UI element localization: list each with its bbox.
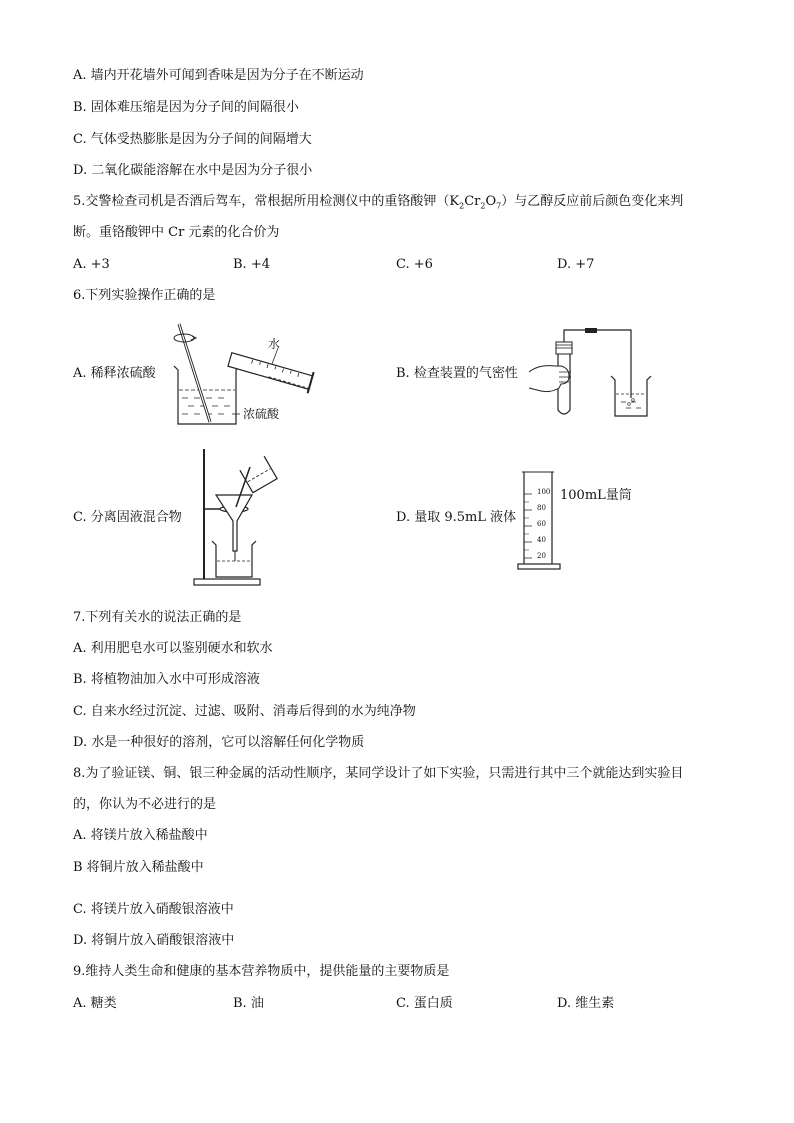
q5-mid1: Cr (464, 194, 481, 209)
q9-option-c: C. 蛋白质 (396, 996, 453, 1011)
tick-60: 60 (537, 520, 546, 528)
q4-option-c: C. 气体受热膨胀是因为分子间的间隔增大 (73, 132, 312, 147)
q8-option-c: C. 将镁片放入硝酸银溶液中 (73, 902, 234, 917)
q5-stem-line2: 断。重铬酸钾中 Cr 元素的化合价为 (73, 225, 280, 240)
q7-option-c: C. 自来水经过沉淀、过滤、吸附、消毒后得到的水为纯净物 (73, 704, 416, 719)
q5-stem-text: 5.交警检查司机是否酒后驾车，常根据所用检测仪中的重铬酸钾（K (73, 194, 460, 209)
q8-stem-line1: 8.为了验证镁、铜、银三种金属的活动性顺序，某同学设计了如下实验，只需进行其中三个就能达到实验目 (73, 766, 684, 781)
q9-option-d: D. 维生素 (557, 996, 615, 1011)
q5-sub3: 7 (496, 201, 502, 211)
q5-mid2: O (485, 194, 497, 209)
q7-stem: 7.下列有关水的说法正确的是 (73, 610, 242, 625)
tick-80: 80 (537, 504, 546, 512)
q4-option-b: B. 固体难压缩是因为分子间的间隔很小 (73, 100, 299, 115)
q9-stem: 9.维持人类生命和健康的基本营养物质中，提供能量的主要物质是 (73, 964, 450, 979)
q5-stem-line1 (73, 194, 683, 210)
q4-option-a: A. 墙内开花墙外可闻到香味是因为分子在不断运动 (73, 68, 364, 83)
q9-option-a: A. 糖类 (73, 996, 117, 1011)
label-water: 水 (268, 337, 281, 351)
q5-sub2: 2 (480, 201, 486, 211)
q5-option-a: A. +3 (73, 257, 110, 272)
q8-option-a: A. 将镁片放入稀盐酸中 (73, 828, 208, 843)
tick-20: 20 (537, 552, 546, 560)
q6-caption-b: B. 检查装置的气密性 (396, 366, 518, 381)
q6-caption-d: D. 量取 9.5mL 液体 (396, 510, 517, 525)
q7-option-d: D. 水是一种很好的溶剂，它可以溶解任何化学物质 (73, 735, 365, 750)
figure-b-airtightness (525, 328, 665, 420)
label-100ml-cylinder: 100mL量筒 (560, 488, 632, 503)
figure-c-filtration (190, 447, 290, 589)
q8-option-d: D. 将铜片放入硝酸银溶液中 (73, 933, 235, 948)
q7-option-b: B. 将植物油加入水中可形成溶液 (73, 672, 260, 687)
q8-stem-line2: 的，你认为不必进行的是 (73, 797, 217, 812)
q9-option-b: B. 油 (233, 996, 264, 1011)
q5-stem-text-tail: ）与乙醇反应前后颜色变化来判 (501, 194, 684, 209)
q6-caption-c: C. 分离固液混合物 (73, 510, 182, 525)
q5-sub1: 2 (459, 201, 465, 211)
q5-option-b: B. +4 (233, 257, 270, 272)
q7-option-a: A. 利用肥皂水可以鉴别硬水和软水 (73, 641, 273, 656)
q5-option-d: D. +7 (557, 257, 595, 272)
q6-caption-a: A. 稀释浓硫酸 (73, 366, 156, 381)
tick-100: 100 (537, 488, 551, 496)
q4-option-d: D. 二氧化碳能溶解在水中是因为分子很小 (73, 163, 313, 178)
q6-stem: 6.下列实验操作正确的是 (73, 288, 216, 303)
q8-option-b: B 将铜片放入稀盐酸中 (73, 860, 204, 875)
label-conc-acid: 浓硫酸 (243, 407, 280, 421)
tick-40: 40 (537, 536, 546, 544)
q5-option-c: C. +6 (396, 257, 433, 272)
